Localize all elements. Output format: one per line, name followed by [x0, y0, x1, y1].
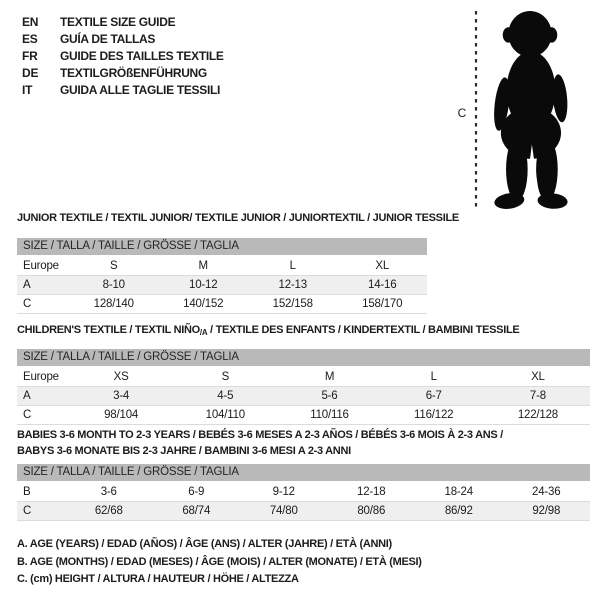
table-cell: 74/80 [269, 505, 298, 517]
guide-title: TEXTILGRÖßENFÜHRUNG [60, 65, 207, 80]
table-cell: M [324, 371, 335, 383]
language-code: DE [22, 65, 39, 80]
table-cell: 152/158 [272, 298, 313, 310]
table-cell: XL [531, 371, 545, 383]
junior-size-table [17, 238, 427, 314]
row-label: B [23, 486, 31, 498]
table-cell: 4-5 [217, 390, 234, 402]
babies-size-table [17, 464, 590, 521]
row-label: C [23, 505, 32, 517]
table-cell: 8-10 [102, 279, 125, 291]
height-measure-label: C [457, 106, 467, 120]
table-cell: 9-12 [272, 486, 295, 498]
footnote-list [17, 536, 422, 589]
table-cell: 3-6 [100, 486, 117, 498]
row-label: A [23, 390, 31, 402]
table-cell: 62/68 [94, 505, 123, 517]
table-cell: 14-16 [368, 279, 397, 291]
table-cell: 12-18 [357, 486, 386, 498]
table-cell: 18-24 [444, 486, 473, 498]
section-title-children [17, 324, 519, 337]
table-row [17, 406, 590, 425]
guide-title: GUÍA DE TALLAS [60, 31, 156, 46]
language-code: FR [22, 48, 38, 63]
table-cell: 128/140 [93, 298, 134, 310]
table-cell: L [289, 260, 296, 272]
table-row [17, 257, 427, 276]
section-title-junior: JUNIOR TEXTILE / TEXTIL JUNIOR/ TEXTILE JUNIOR / JUNIORTEXTIL / JUNIOR TESSILE [17, 212, 459, 224]
table-row [17, 295, 427, 314]
footnote-height: C. (cm) HEIGHT / ALTURA / HAUTEUR / HÖHE / ALTEZZA [17, 573, 299, 585]
table-row [17, 368, 590, 387]
table-cell: 98/104 [104, 409, 139, 421]
language-title-list [22, 13, 224, 98]
row-label: Europe [23, 371, 59, 383]
guide-title: GUIDA ALLE TAGLIE TESSILI [60, 82, 221, 97]
table-row [17, 502, 590, 521]
size-bar: SIZE / TALLA / TAILLE / GRÖSSE / TAGLIA [17, 349, 590, 366]
table-row [17, 387, 590, 406]
size-bar: SIZE / TALLA / TAILLE / GRÖSSE / TAGLIA [17, 464, 590, 481]
footnote-age-years: A. AGE (YEARS) / EDAD (AÑOS) / ÂGE (ANS) / ALTER (JAHRE) / ETÀ (ANNI) [17, 538, 392, 550]
table-cell: 7-8 [529, 390, 546, 402]
title-part: CHILDREN'S TEXTILE / TEXTIL NIÑO [17, 324, 200, 336]
title-part: / TEXTILE DES ENFANTS / KINDERTEXTIL / BAMBINI TESSILE [207, 324, 520, 336]
guide-title: TEXTILE SIZE GUIDE [60, 14, 176, 29]
table-cell: 140/152 [183, 298, 224, 310]
title-subscript: /A [199, 328, 208, 337]
table-row [17, 276, 427, 295]
table-cell: 24-36 [532, 486, 561, 498]
row-label: Europe [23, 260, 59, 272]
table-cell: M [198, 260, 208, 272]
title-line: BABYS 3-6 MONATE BIS 2-3 JAHRE / BAMBINI 3-6 MESI A 2-3 ANNI [17, 445, 351, 457]
row-label: A [23, 279, 31, 291]
table-cell: 86/92 [444, 505, 473, 517]
height-figure [452, 5, 592, 217]
language-row [22, 81, 224, 98]
language-code: EN [22, 14, 39, 29]
table-cell: 6-9 [188, 486, 205, 498]
language-code: ES [22, 31, 38, 46]
language-row [22, 47, 224, 64]
table-cell: 104/110 [205, 409, 245, 421]
size-bar: SIZE / TALLA / TAILLE / GRÖSSE / TAGLIA [17, 238, 427, 255]
table-cell: XL [375, 260, 390, 272]
table-cell: 80/86 [357, 505, 386, 517]
table-cell: 5-6 [321, 390, 338, 402]
table-cell: 158/170 [362, 298, 403, 310]
children-size-table [17, 349, 590, 425]
table-cell: 12-13 [278, 279, 307, 291]
section-title-babies [17, 427, 503, 459]
table-cell: 122/128 [517, 409, 558, 421]
table-cell: 10-12 [189, 279, 218, 291]
table-cell: 3-4 [113, 390, 130, 402]
table-cell: 110/116 [310, 409, 349, 421]
table-cell: XS [113, 371, 129, 383]
language-code: IT [22, 82, 33, 97]
toddler-shape [492, 11, 570, 211]
table-cell: 6-7 [425, 390, 442, 402]
language-row [22, 64, 224, 81]
language-row [22, 13, 224, 30]
guide-title: GUIDE DES TAILLES TEXTILE [60, 48, 224, 63]
table-row [17, 483, 590, 502]
title-line: BABIES 3-6 MONTH TO 2-3 YEARS / BEBÉS 3-6 MESES A 2-3 AÑOS / BÉBÉS 3-6 MOIS À 2-3 ANS / [17, 429, 503, 441]
language-row [22, 30, 224, 47]
table-cell: 116/122 [414, 409, 454, 421]
table-cell: L [430, 371, 437, 383]
table-cell: S [110, 260, 118, 272]
row-label: C [23, 409, 32, 421]
table-cell: S [221, 371, 230, 383]
table-cell: 68/74 [182, 505, 211, 517]
footnote-age-months: B. AGE (MONTHS) / EDAD (MESES) / ÂGE (MOIS) / ALTER (MONATE) / ETÀ (MESI) [17, 555, 422, 568]
baby-silhouette-icon [452, 5, 592, 217]
table-cell: 92/98 [532, 505, 561, 517]
row-label: C [23, 298, 32, 310]
